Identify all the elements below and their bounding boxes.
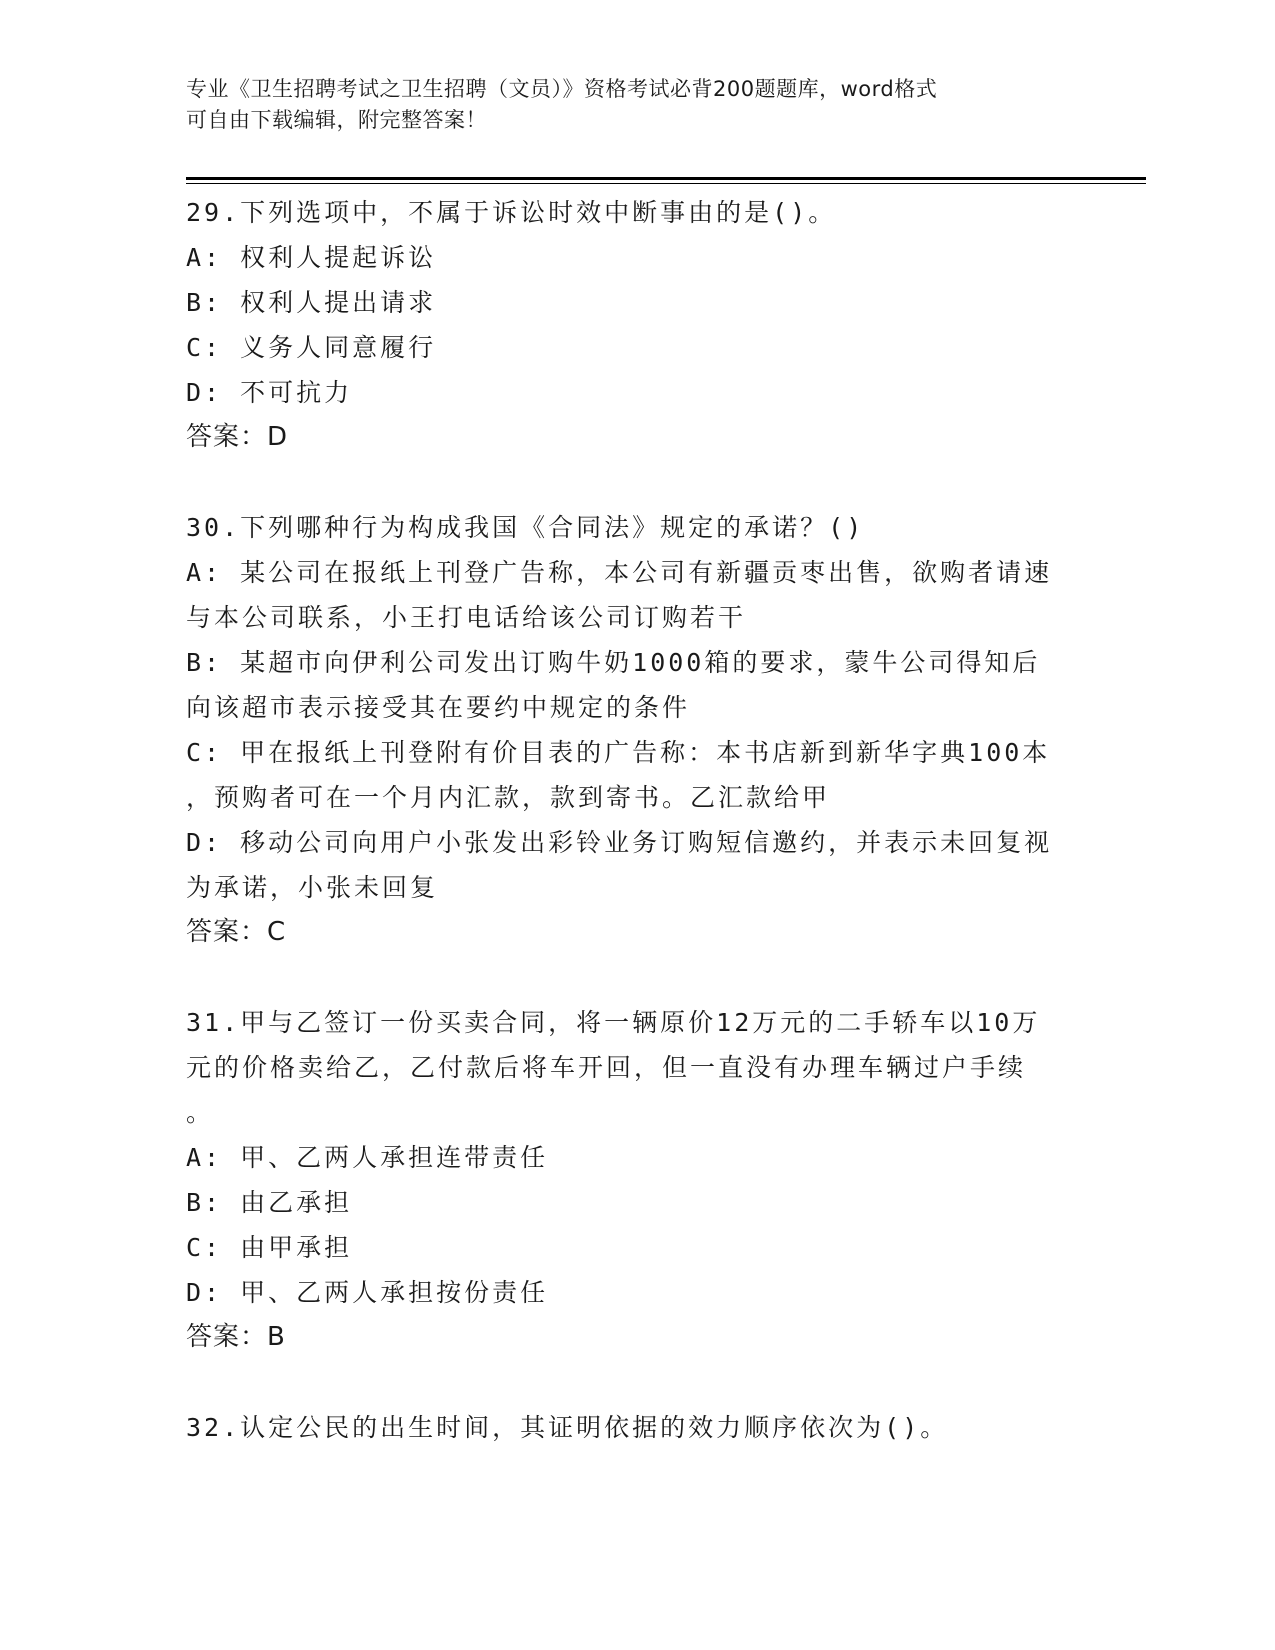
option-a: A: 某公司在报纸上刊登广告称，本公司有新疆贡枣出售，欲购者请速 — [186, 558, 1053, 587]
answer-label: 答案：C — [186, 917, 287, 947]
option-d: D: 不可抗力 — [186, 378, 353, 407]
header-divider-thin — [186, 183, 1146, 184]
question-31 — [186, 1000, 1086, 1360]
header-divider-thick — [186, 177, 1146, 180]
question-list — [186, 190, 1086, 1495]
question-29 — [186, 190, 1086, 460]
option-c-continued: ，预购者可在一个月内汇款，款到寄书。乙汇款给甲 — [186, 783, 831, 812]
option-d: D: 移动公司向用户小张发出彩铃业务订购短信邀约，并表示未回复视 — [186, 828, 1053, 857]
option-b-continued: 向该超市表示接受其在要约中规定的条件 — [186, 693, 691, 722]
question-text: 30.下列哪种行为构成我国《合同法》规定的承诺？() — [186, 513, 865, 542]
option-a: A: 权利人提起诉讼 — [186, 243, 437, 272]
question-text: 32.认定公民的出生时间，其证明依据的效力顺序依次为()。 — [186, 1413, 949, 1442]
option-d-continued: 为承诺，小张未回复 — [186, 873, 439, 902]
option-a-continued: 与本公司联系，小王打电话给该公司订购若干 — [186, 603, 747, 632]
option-c: C: 甲在报纸上刊登附有价目表的广告称：本书店新到新华字典100本 — [186, 738, 1051, 767]
question-30 — [186, 505, 1086, 955]
option-b: B: 由乙承担 — [186, 1188, 353, 1217]
option-d: D: 甲、乙两人承担按份责任 — [186, 1278, 549, 1307]
question-text-continued: 元的价格卖给乙，乙付款后将车开回，但一直没有办理车辆过户手续 — [186, 1053, 1027, 1082]
question-text-continued: 。 — [186, 1098, 215, 1127]
option-b: B: 某超市向伊利公司发出订购牛奶1000箱的要求，蒙牛公司得知后 — [186, 648, 1041, 677]
option-a: A: 甲、乙两人承担连带责任 — [186, 1143, 549, 1172]
question-32 — [186, 1405, 1086, 1450]
option-c: C: 义务人同意履行 — [186, 333, 437, 362]
question-text: 29.下列选项中，不属于诉讼时效中断事由的是()。 — [186, 198, 837, 227]
question-text: 31.甲与乙签订一份买卖合同，将一辆原价12万元的二手轿车以10万 — [186, 1008, 1041, 1037]
option-b: B: 权利人提出请求 — [186, 288, 437, 317]
header-line-1: 专业《卫生招聘考试之卫生招聘（文员）》资格考试必背200题题库，word格式 — [186, 77, 938, 101]
document-header — [186, 74, 1086, 136]
answer-label: 答案：B — [186, 1322, 286, 1352]
option-c: C: 由甲承担 — [186, 1233, 353, 1262]
header-line-2: 可自由下载编辑，附完整答案！ — [186, 108, 487, 132]
answer-label: 答案：D — [186, 422, 289, 452]
